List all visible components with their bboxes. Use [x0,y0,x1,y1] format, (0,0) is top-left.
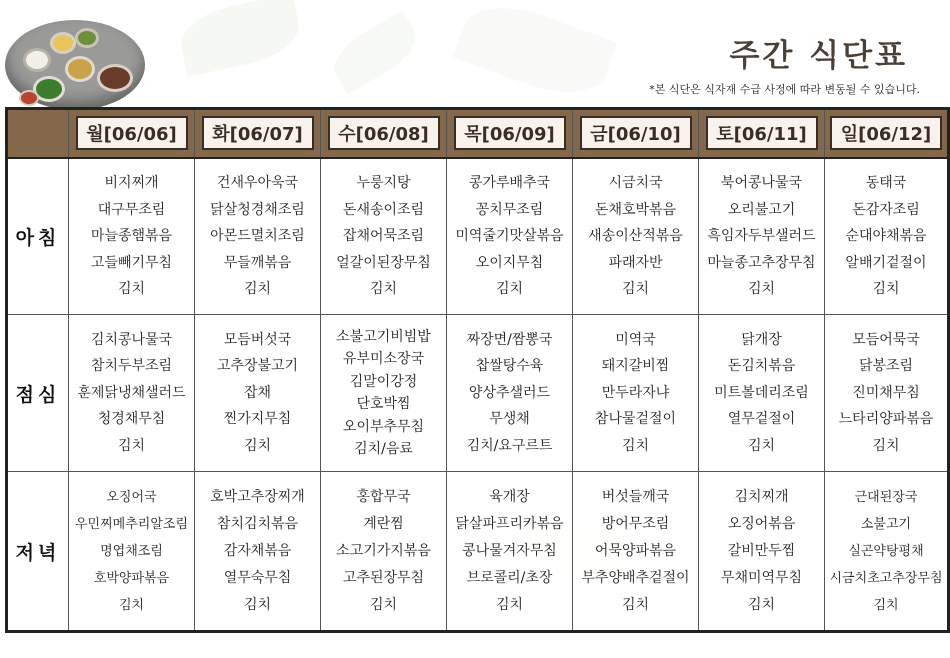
menu-item: 방어무조림 [601,515,670,532]
menu-cell [195,158,321,315]
menu-cell [69,158,195,315]
menu-item: 김치 [243,596,272,613]
background-leaf [175,0,305,77]
menu-item: 오징어볶음 [727,515,796,532]
menu-item: 실곤약탕평채 [848,543,924,559]
day-label: 화[06/07] [202,116,314,150]
menu-item: 만두라자냐 [601,384,670,401]
meal-label: 저녁 [7,472,69,632]
menu-item: 오이지무침 [475,254,544,271]
day-label: 수[06/08] [328,116,440,150]
menu-item: 홍합무국 [356,488,411,505]
menu-item: 시금치국 [608,175,663,191]
menu-item: 느타리양파볶음 [838,411,934,428]
menu-item: 미역줄기맛살볶음 [455,228,564,244]
corner-cell [7,109,69,158]
menu-item: 참나물겉절이 [594,411,677,428]
menu-cell [573,158,699,315]
menu-item: 김치 [747,596,776,613]
menu-item: 건새우아욱국 [216,175,299,191]
breakfast-row [7,158,949,315]
day-label: 토[06/11] [706,116,818,150]
menu-item: 찹쌀탕수육 [475,358,544,375]
menu-item: 돈감자조림 [852,201,920,218]
menu-item: 열무숙무침 [223,569,292,586]
menu-item: 명엽채조림 [100,543,163,559]
lunch-row [7,315,949,472]
menu-item: 유부미소장국 [342,351,425,367]
food-platter-image [5,20,145,110]
menu-item: 김치 [369,281,398,297]
menu-body [7,158,949,632]
menu-item: 김치 [872,437,900,454]
menu-item: 김치 [495,596,524,613]
menu-item: 대구무조림 [97,201,166,218]
menu-item: 돈새송이조림 [342,201,425,218]
day-header [69,109,195,158]
menu-item: 고추장불고기 [216,358,299,375]
menu-item: 부추양배추겉절이 [581,569,690,586]
menu-cell [825,472,949,632]
menu-item: 마늘종햄볶음 [90,228,173,244]
menu-item: 김치 [747,437,776,454]
menu-item: 콩나물겨자무침 [462,542,557,559]
menu-item: 김치 [117,281,146,297]
menu-item: 김치 [243,437,272,454]
menu-item: 무채미역무침 [720,569,803,586]
menu-item: 닭봉조림 [858,358,914,375]
menu-cell [825,158,949,315]
menu-item: 육개장 [489,488,530,505]
menu-cell [573,315,699,472]
day-header [447,109,573,158]
page-title: 주간 식단표 [729,38,908,74]
menu-item: 잡채어묵조림 [342,228,425,244]
menu-item: 찐가지무침 [223,411,292,428]
menu-item: 김치 [873,597,899,613]
menu-item: 김치 [747,281,776,297]
menu-item: 파래자반 [608,254,663,271]
menu-cell [321,472,447,632]
menu-item: 북어콩나물국 [720,175,803,191]
menu-item: 김치 [118,597,145,613]
menu-cell [699,315,825,472]
menu-cell [447,472,573,632]
menu-item: 소불고기 [860,516,912,532]
menu-item: 무들깨볶음 [223,254,292,271]
meal-label: 점심 [7,315,69,472]
menu-item: 김치 [621,596,650,613]
menu-item: 미역국 [615,331,656,348]
menu-item: 김치 [872,281,900,297]
menu-cell [321,158,447,315]
menu-item: 계란찜 [363,515,404,532]
menu-item: 참치두부조림 [90,358,173,375]
menu-item: 김치/음료 [354,441,413,457]
menu-cell [825,315,949,472]
menu-item: 돼지갈비찜 [601,358,670,375]
menu-item: 마늘종고추장무침 [707,254,816,271]
menu-item: 오징어국 [106,489,157,505]
menu-item: 감자채볶음 [223,542,292,559]
menu-cell [699,158,825,315]
menu-item: 김치 [621,281,650,297]
menu-item: 김말이강정 [349,373,418,390]
menu-item: 고들빼기무침 [90,254,173,271]
day-header [573,109,699,158]
menu-item: 김치 [369,596,398,613]
day-label: 월[06/06] [76,116,188,150]
day-header [825,109,949,158]
dinner-row [7,472,949,632]
menu-item: 김치 [621,437,650,454]
day-header [321,109,447,158]
menu-item: 동태국 [865,175,907,191]
menu-cell [573,472,699,632]
menu-item: 꽁치무조림 [475,201,544,218]
menu-item: 아몬드멸치조림 [210,228,305,244]
menu-item: 닭개장 [741,331,782,348]
day-label: 목[06/09] [454,116,566,150]
menu-item: 돈김치볶음 [727,358,796,375]
menu-cell [699,472,825,632]
menu-item: 얼갈이된장무침 [336,254,431,271]
menu-item: 누룽지탕 [356,175,411,191]
day-header [195,109,321,158]
menu-item: 김치콩나물국 [90,331,173,348]
menu-item: 훈제닭냉채샐러드 [77,384,186,401]
menu-cell [195,472,321,632]
menu-item: 진미채무침 [852,384,920,401]
menu-cell [69,472,195,632]
menu-item: 단호박찜 [356,396,411,412]
menu-item: 김치 [495,281,524,297]
menu-cell [447,315,573,472]
day-header-row [7,109,949,158]
day-label: 금[06/10] [580,116,692,150]
menu-item: 새송이산적볶음 [588,228,683,244]
menu-item: 잡채 [243,384,272,401]
menu-cell [195,315,321,472]
menu-item: 미트볼데리조림 [714,384,809,401]
menu-item: 모듬어묵국 [852,331,920,348]
menu-item: 소불고기비빔밥 [336,328,431,345]
day-label: 일[06/12] [830,116,942,150]
menu-notice: *본 식단은 식자재 수급 사정에 따라 변동될 수 있습니다. [649,83,920,96]
menu-item: 김치/요구르트 [466,437,553,454]
menu-item: 고추된장무침 [342,569,425,586]
menu-item: 브로콜리/초장 [466,569,553,586]
menu-item: 닭살청경채조림 [210,201,305,218]
menu-item: 돈채호박볶음 [594,201,677,218]
menu-item: 순대야채볶음 [845,228,927,244]
menu-item: 양상추샐러드 [468,384,551,401]
menu-item: 호박고추장찌개 [210,488,305,505]
menu-item: 근대된장국 [854,489,918,505]
menu-cell [447,158,573,315]
menu-item: 호박양파볶음 [93,570,170,586]
menu-item: 비지찌개 [104,175,159,191]
meal-label: 아침 [7,158,69,315]
menu-item: 우민찌메추리알조림 [74,516,189,532]
weekly-menu-table [5,107,950,633]
menu-item: 청경채무침 [97,411,166,428]
menu-item: 열무겉절이 [727,411,796,428]
menu-item: 김치 [117,437,146,454]
menu-cell [321,315,447,472]
menu-cell [69,315,195,472]
background-leaf [453,0,618,109]
menu-item: 갈비만두찜 [727,542,796,559]
menu-item: 오리불고기 [727,201,796,218]
menu-item: 닭살파프리카볶음 [455,515,564,532]
menu-item: 흑임자두부샐러드 [707,228,816,244]
menu-item: 어묵양파볶음 [594,542,677,559]
menu-item: 참치김치볶음 [216,515,299,532]
menu-item: 알배기겉절이 [845,254,927,271]
menu-item: 오이부추무침 [342,418,425,435]
menu-item: 김치 [243,281,272,297]
menu-item: 모듬버섯국 [223,331,292,348]
day-header [699,109,825,158]
menu-item: 소고기가지볶음 [336,542,431,559]
menu-item: 버섯들깨국 [601,488,670,505]
menu-item: 김치찌개 [734,488,789,505]
menu-item: 무생채 [489,411,530,428]
background-leaf [325,11,425,95]
menu-item: 시금치초고추장무침 [829,570,943,586]
menu-item: 짜장면/짬뽕국 [466,331,553,348]
menu-item: 콩가루배추국 [468,175,551,191]
